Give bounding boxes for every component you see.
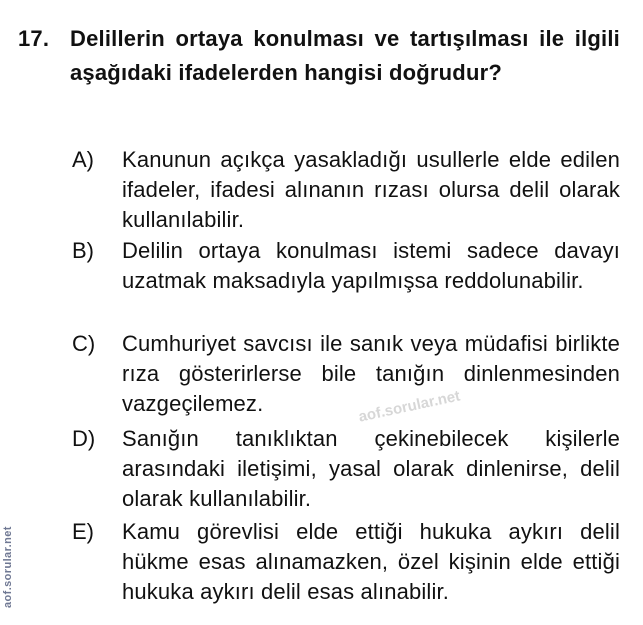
option-b-letter: B) [72,238,94,263]
option-c-text: Cumhuriyet savcısı ile sanık veya müdafisi birlikte rıza gösterirlerse bile tanığın dinlenmesinden vazgeçilemez. [122,331,620,416]
option-d-text: Sanığın tanıklıktan çekinebilecek kişilerle arasındaki iletişimi, yasal olarak dinlenirse, delil olarak kullanılabilir. [122,426,620,511]
question-number: 17. [18,26,50,51]
option-a-letter: A) [72,147,94,172]
option-e-letter: E) [72,519,94,544]
option-c-letter: C) [72,331,96,356]
question-stem: Delillerin ortaya konulması ve tartışılması ile ilgili aşağıdaki ifadelerden hangisi doğrudur? [70,26,620,85]
option-e-text: Kamu görevlisi elde ettiği hukuka aykırı delil hükme esas alınamazken, özel kişinin elde ettiği hukuka aykırı delil esas alınabilir. [122,519,620,604]
option-d-letter: D) [72,426,96,451]
watermark-center: aof.sorular.net [357,387,462,426]
option-a-text: Kanunun açıkça yasakladığı usullerle elde edilen ifadeler, ifadesi alınanın rızası olursa delil olarak kullanılabilir. [122,147,620,232]
option-b-text: Delilin ortaya konulması istemi sadece davayı uzatmak maksadıyla yapılmışsa reddolunabilir. [122,238,620,293]
watermark-side: aof.sorular.net [2,526,14,608]
